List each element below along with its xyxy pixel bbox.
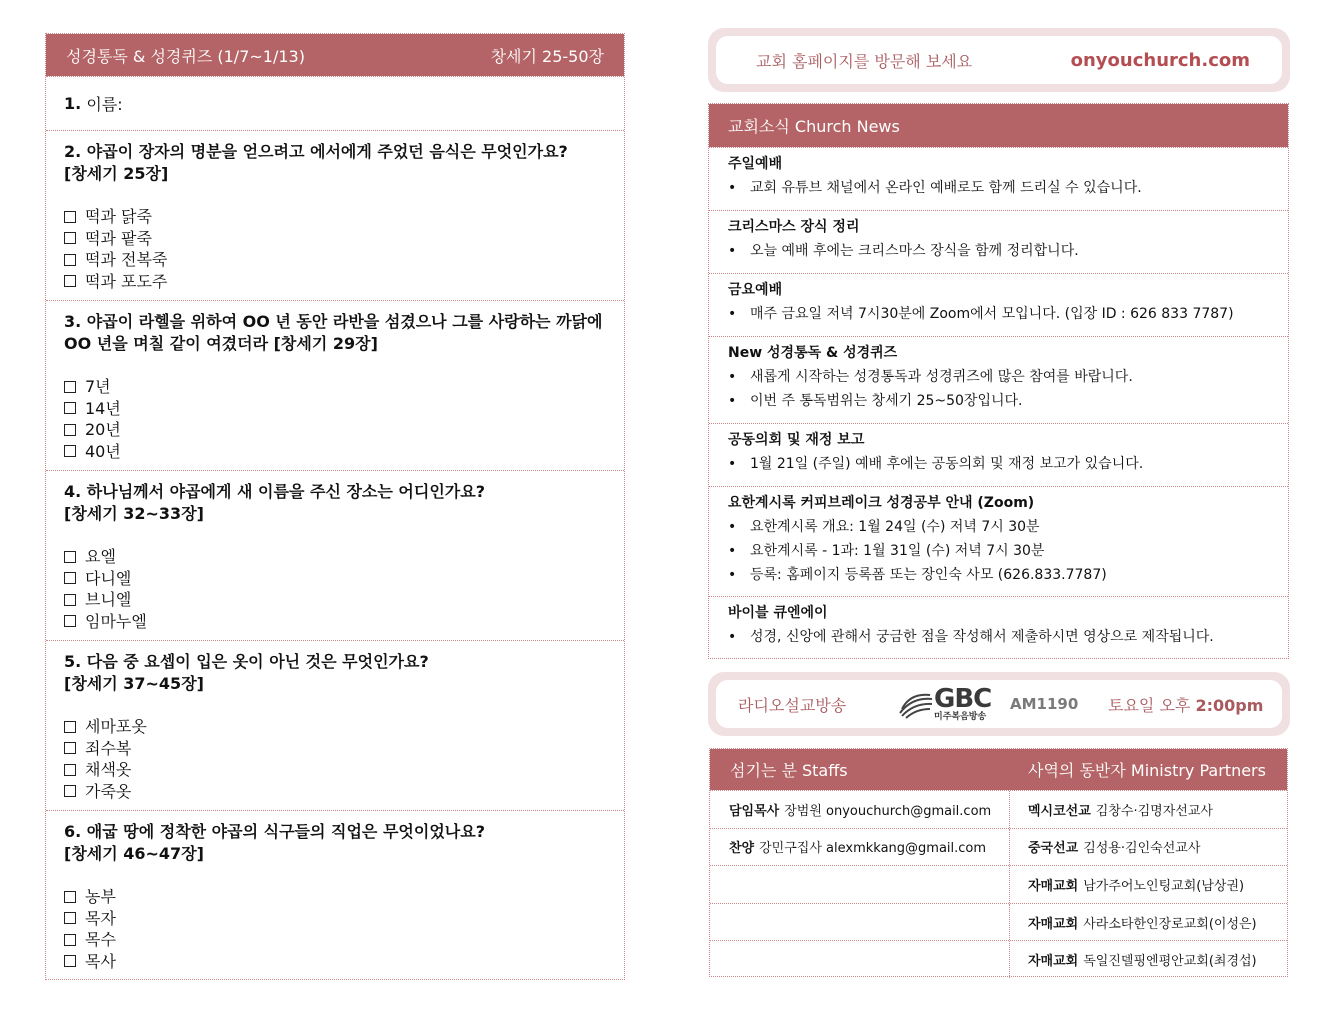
staff-header xyxy=(710,749,1287,790)
partner-info: 남가주어노인팅교회(남상권) xyxy=(1083,878,1245,894)
partner-role: 자매교회 xyxy=(1028,954,1079,970)
bible-quiz xyxy=(45,33,625,980)
question-ref: [창세기 25장] xyxy=(64,164,169,183)
radio-label: 라디오설교방송 xyxy=(738,695,847,715)
news-bullet: • 성경, 신앙에 관해서 궁금한 점을 작성해서 제출하시면 영상으로 제작됩니다. xyxy=(728,625,1269,649)
news-item xyxy=(709,486,1288,596)
option[interactable] xyxy=(64,716,606,738)
option[interactable] xyxy=(64,376,606,398)
news-title: 공동의회 및 재정 보고 xyxy=(728,432,865,448)
question-3 xyxy=(46,300,624,470)
checkbox-icon[interactable] xyxy=(64,721,76,733)
option-label: 채색옷 xyxy=(85,760,132,779)
news-bullet: • 매주 금요일 저녁 7시30분에 Zoom에서 모입니다. (입장 ID : 626 833 7787) xyxy=(728,302,1269,326)
checkbox-icon[interactable] xyxy=(64,402,76,414)
staff-header-left: 섬기는 분 Staffs xyxy=(730,761,848,780)
option[interactable] xyxy=(64,929,606,951)
option[interactable] xyxy=(64,759,606,781)
option[interactable] xyxy=(64,908,606,930)
option-label: 목사 xyxy=(85,951,116,971)
staff-table xyxy=(709,748,1288,977)
option-label: 다니엘 xyxy=(85,568,132,588)
option[interactable] xyxy=(64,568,606,590)
option[interactable] xyxy=(64,589,606,611)
option-label: 14년 xyxy=(85,398,121,418)
partner-role: 자매교회 xyxy=(1028,916,1079,932)
option-label: 목수 xyxy=(85,930,116,949)
option-label: 요엘 xyxy=(85,547,116,566)
gbc-logo-subtext: 미주복음방송 xyxy=(934,712,987,722)
church-news xyxy=(708,103,1289,659)
checkbox-icon[interactable] xyxy=(64,594,76,606)
option[interactable] xyxy=(64,546,606,568)
staff-header-right: 사역의 동반자 Ministry Partners xyxy=(1028,761,1266,780)
news-bullet: • 교회 유튜브 채널에서 온라인 예배로도 함께 드리실 수 있습니다. xyxy=(728,176,1269,200)
quiz-range: 창세기 25-50장 xyxy=(490,46,604,66)
option[interactable] xyxy=(64,419,606,441)
question-1-label: 이름: xyxy=(86,95,123,114)
checkbox-icon[interactable] xyxy=(64,424,76,436)
gbc-logo xyxy=(898,686,1010,722)
option[interactable] xyxy=(64,398,606,420)
question-ref: [창세기 37~45장] xyxy=(64,674,204,693)
checkbox-icon[interactable] xyxy=(64,445,76,457)
question-1-number: 1. xyxy=(64,94,82,113)
table-row xyxy=(710,903,1287,941)
news-item xyxy=(709,273,1288,336)
news-bullet: • 새롭게 시작하는 성경통독과 성경퀴즈에 많은 참여를 바랍니다. xyxy=(728,365,1269,389)
checkbox-icon[interactable] xyxy=(64,955,76,967)
option[interactable] xyxy=(64,249,606,271)
news-title: 주일예배 xyxy=(728,156,783,172)
option[interactable] xyxy=(64,228,606,250)
partner-info: 독일진델핑엔평안교회(최경섭) xyxy=(1083,954,1257,970)
partner-role: 중국선교 xyxy=(1028,841,1079,857)
question-ref: [창세기 46~47장] xyxy=(64,844,204,863)
news-bullet: • 등록: 홈페이지 등록폼 또는 장인숙 사모 (626.833.7787) xyxy=(728,563,1269,587)
radio-banner xyxy=(708,672,1290,736)
news-item xyxy=(709,596,1288,658)
news-item xyxy=(709,336,1288,423)
radio-time-value: 2:00pm xyxy=(1195,695,1264,715)
table-row xyxy=(710,790,1287,828)
option[interactable] xyxy=(64,271,606,293)
globe-icon xyxy=(898,689,934,719)
checkbox-icon[interactable] xyxy=(64,934,76,946)
checkbox-icon[interactable] xyxy=(64,615,76,627)
option-label: 가죽옷 xyxy=(85,781,132,801)
checkbox-icon[interactable] xyxy=(64,275,76,287)
partner-role: 멕시코선교 xyxy=(1028,803,1091,819)
website-banner xyxy=(708,28,1290,92)
option-label: 떡과 전복죽 xyxy=(85,250,168,269)
table-row xyxy=(710,940,1287,978)
option-label: 임마누엘 xyxy=(85,611,147,631)
question-text: 4. 하나님께서 야곱에게 새 이름을 주신 장소는 어디인가요? xyxy=(64,482,485,501)
news-item xyxy=(709,210,1288,273)
question-6 xyxy=(46,810,624,980)
question-1-name xyxy=(46,76,624,130)
news-item xyxy=(709,147,1288,210)
option[interactable] xyxy=(64,951,606,973)
option[interactable] xyxy=(64,781,606,803)
option[interactable] xyxy=(64,886,606,908)
radio-frequency: AM1190 xyxy=(1010,695,1079,713)
partner-info: 사라소타한인장로교회(이성은) xyxy=(1083,916,1257,932)
news-bullet: • 요한계시록 - 1과: 1월 31일 (수) 저녁 7시 30분 xyxy=(728,539,1269,563)
option-label: 죄수복 xyxy=(85,738,132,758)
option-label: 떡과 닭죽 xyxy=(85,207,152,226)
news-bullet: • 요한계시록 개요: 1월 24일 (수) 저녁 7시 30분 xyxy=(728,515,1269,539)
staff-info: 강민구집사 alexmkkang@gmail.com xyxy=(759,841,987,857)
news-title: 바이블 큐엔에이 xyxy=(728,605,828,621)
option[interactable] xyxy=(64,441,606,463)
checkbox-icon[interactable] xyxy=(64,891,76,903)
option-label: 세마포옷 xyxy=(85,717,147,736)
news-title: 요한계시록 커피브레이크 성경공부 안내 (Zoom) xyxy=(728,495,1035,511)
option-label: 농부 xyxy=(85,887,116,906)
website-link[interactable]: onyouchurch.com xyxy=(1070,49,1250,71)
checkbox-icon[interactable] xyxy=(64,764,76,776)
checkbox-icon[interactable] xyxy=(64,551,76,563)
checkbox-icon[interactable] xyxy=(64,211,76,223)
option[interactable] xyxy=(64,611,606,633)
question-ref: [창세기 32~33장] xyxy=(64,504,204,523)
gbc-logo-text: GBC xyxy=(934,684,992,714)
question-text: 3. 야곱이 라헬을 위하여 OO 년 동안 라반을 섬겼으나 그를 사랑하는 까닭에 OO 년을 며칠 같이 여겼더라 [창세기 29장] xyxy=(64,312,603,353)
option[interactable] xyxy=(64,738,606,760)
option-label: 40년 xyxy=(85,441,121,461)
partner-info: 김창수·김명자선교사 xyxy=(1095,803,1213,819)
news-title: 크리스마스 장식 정리 xyxy=(728,219,860,235)
news-header: 교회소식 Church News xyxy=(709,104,1288,147)
news-bullet: • 이번 주 통독범위는 창세기 25~50장입니다. xyxy=(728,389,1269,413)
checkbox-icon[interactable] xyxy=(64,254,76,266)
option-label: 목자 xyxy=(85,908,116,928)
staff-role: 찬양 xyxy=(729,841,755,857)
option[interactable] xyxy=(64,206,606,228)
radio-time-prefix: 토요일 오후 xyxy=(1108,695,1196,715)
news-bullet: • 오늘 예배 후에는 크리스마스 장식을 함께 정리합니다. xyxy=(728,239,1269,263)
partner-role: 자매교회 xyxy=(1028,878,1079,894)
table-row xyxy=(710,865,1287,903)
quiz-header xyxy=(46,34,624,76)
news-title: New 성경통독 & 성경퀴즈 xyxy=(728,345,898,361)
news-item xyxy=(709,423,1288,486)
question-5 xyxy=(46,640,624,810)
news-title: 금요예배 xyxy=(728,282,783,298)
option-label: 브니엘 xyxy=(85,590,132,609)
question-text: 5. 다음 중 요셉이 입은 옷이 아닌 것은 무엇인가요? xyxy=(64,652,429,671)
checkbox-icon[interactable] xyxy=(64,232,76,244)
partner-info: 김성용·김인숙선교사 xyxy=(1083,841,1201,857)
option-label: 떡과 팥죽 xyxy=(85,228,152,248)
checkbox-icon[interactable] xyxy=(64,912,76,924)
option-label: 20년 xyxy=(85,420,121,439)
question-4 xyxy=(46,470,624,640)
table-row xyxy=(710,828,1287,866)
question-text: 2. 야곱이 장자의 명분을 얻으려고 에서에게 주었던 음식은 무엇인가요? xyxy=(64,142,568,161)
checkbox-icon[interactable] xyxy=(64,785,76,797)
option-label: 7년 xyxy=(85,377,111,396)
website-label: 교회 홈페이지를 방문해 보세요 xyxy=(756,51,973,71)
checkbox-icon[interactable] xyxy=(64,742,76,754)
option-label: 떡과 포도주 xyxy=(85,271,168,291)
question-text: 6. 애굽 땅에 정착한 야곱의 식구들의 직업은 무엇이었나요? xyxy=(64,822,485,841)
news-bullet: • 1월 21일 (주일) 예배 후에는 공동의회 및 재정 보고가 있습니다. xyxy=(728,452,1269,476)
checkbox-icon[interactable] xyxy=(64,381,76,393)
radio-time xyxy=(1108,693,1263,716)
question-2 xyxy=(46,130,624,300)
staff-role: 담임목사 xyxy=(729,803,780,819)
checkbox-icon[interactable] xyxy=(64,572,76,584)
staff-info: 장범원 onyouchurch@gmail.com xyxy=(784,803,992,819)
quiz-title: 성경통독 & 성경퀴즈 (1/7~1/13) xyxy=(66,46,305,66)
